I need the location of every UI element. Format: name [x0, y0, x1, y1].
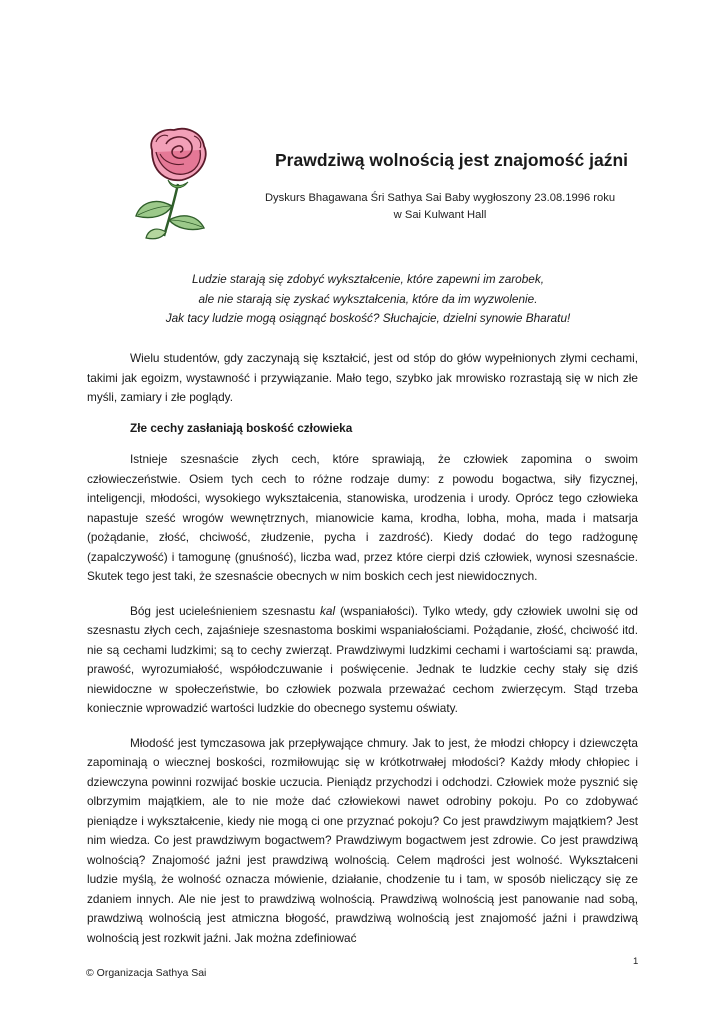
paragraph-2: Istnieje szesnaście złych cech, które sprawiają, że człowiek zapomina o swoim człowieczeństwie. Osiem tych cech to różne rodzaje dumy: z powodu bogactwa, siły fizycznej, inteligencji, młodości, wysokiego wykształcenia, stanowiska, urodzenia i urody. Oprócz tego człowieka napastuje sześć wrogów wewnętrznych, mianowicie kama, krodha, lobha, moha, mada i matsarja (pożądanie, złość, chciwość, złudzenie, pycha i zazdrość). Kiedy dodać do tego radżogunę (zapalczywość) i tamogunę (gnuśność), liczba wad, przez które cierpi dziś człowiek, wynosi szesnaście. Skutek tego jest taki, że szesnaście obecnych w nim boskich cech jest niewidocznych.: [87, 452, 638, 583]
rose-icon: [126, 124, 234, 244]
quote-line-3: Jak tacy ludzie mogą osiągnąć boskość? Słuchajcie, dzielni synowie Bharatu!: [165, 311, 571, 325]
quote-line-1: Ludzie starają się zdobyć wykształcenie, które zapewni im zarobek,: [191, 272, 545, 286]
document-title: Prawdziwą wolnością jest znajomość jaźni: [275, 150, 629, 170]
quote-line-2: ale nie starają się zyskać wykształcenia, które da im wyzwolenie.: [198, 291, 538, 306]
paragraph-3-kal: kal: [320, 603, 336, 618]
epigraph-quote: [88, 270, 648, 329]
document-body: [87, 349, 638, 948]
footer-copyright: © Organizacja Sathya Sai: [86, 967, 207, 979]
subtitle-line-1: Dyskurs Bhagawana Śri Sathya Sai Baby wygłoszony 23.08.1996 roku: [264, 192, 616, 204]
page-number: 1: [633, 956, 639, 967]
paragraph-4: Młodość jest tymczasowa jak przepływające chmury. Jak to jest, że młodzi chłopcy i dziewczęta zapominają o wiecznej boskości, rozmiłowując się w krótkotrwałej młodości? Każdy młody chłopiec i dziewczyna powinni rozwijać boskie uczucia. Pieniądz przychodzi i odchodzi. Człowiek może pysznić się olbrzymim majątkiem, ale to nie może dać człowiekowi nawet odrobiny pokoju. Po co zdobywać pieniądze i wykształcenie, kiedy nie mogą ci one przyznać pokoju? Co jest prawdziwym majątkiem? Jest nim wiedza. Co jest prawdziwym bogactwem? Prawdziwym bogactwem jest zdrowie. Co jest prawdziwą wolnością? Znajomość jaźni jest prawdziwą wolnością. Celem mądrości jest wolność. Wykształceni ludzie myślą, że wolność oznacza mówienie, działanie, chodzenie tu i tam, w sposób nieliczący się ze zdaniem innych. Ale nie jest to prawdziwą wolnością. Prawdziwą wolnością jest panowanie nad sobą, prawdziwą wolnością jest atmiczna błogość, prawdziwą wolnością jest znajomość jaźni i prawdziwą wolnością jest rozkwit jaźni. Jak można zdefiniować: [87, 735, 638, 945]
section-heading: Złe cechy zasłaniają boskość człowieka: [130, 420, 353, 435]
paragraph-3-start: Bóg jest ucieleśnieniem szesnastu: [130, 603, 321, 618]
paragraph-3: [87, 602, 638, 719]
paragraph-3-rest: (wspaniałości). Tylko wtedy, gdy człowiek uwolni się od szesnastu złych cech, zajaśnieje szesnastoma boskimi wspaniałościami. Pożądanie, złość, chciwość itd. nie są cechami ludzkimi; są to cechy zwierząt. Prawdziwymi ludzkimi cechami i wartościami są: prawda, prawość, wyrozumiałość, współodczuwanie i poświęcenie. Jednak te ludzkie cechy stały się dziś niewidoczne w społeczeństwie, bo człowiek pozwala przeważać cechom zwierzęcym. Stąd trzeba koniecznie wprowadzić wartości ludzkie do obecnego systemu oświaty.: [87, 603, 638, 715]
subtitle-line-2: w Sai Kulwant Hall: [393, 209, 487, 221]
document-subtitle: [264, 190, 616, 224]
paragraph-1: Wielu studentów, gdy zaczynają się kształcić, jest od stóp do głów wypełnionych złymi cechami, takimi jak egoizm, wystawność i przywiązanie. Mało tego, szybko jak mrowisko rozrastają się w nich złe myśli, zamiary i złe poglądy.: [87, 351, 638, 404]
